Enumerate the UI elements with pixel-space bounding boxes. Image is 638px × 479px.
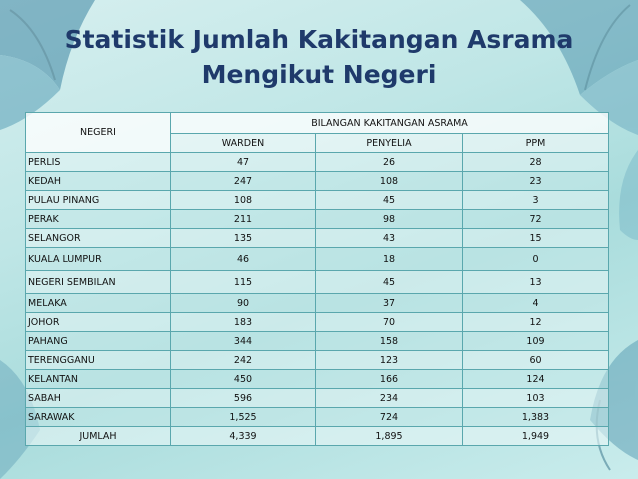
column-header-penyelia: PENYELIA [316, 134, 463, 153]
table-row [26, 191, 609, 210]
table-row [26, 294, 609, 313]
penyelia-value: 234 [316, 389, 463, 408]
total-warden: 4,339 [171, 427, 316, 446]
total-row [26, 427, 609, 446]
ppm-value: 3 [463, 191, 609, 210]
penyelia-value: 158 [316, 332, 463, 351]
state-name: SARAWAK [26, 408, 171, 427]
penyelia-value: 98 [316, 210, 463, 229]
table-row [26, 210, 609, 229]
warden-value: 247 [171, 172, 316, 191]
ppm-value: 72 [463, 210, 609, 229]
total-ppm: 1,949 [463, 427, 609, 446]
table-row [26, 313, 609, 332]
table-row [26, 229, 609, 248]
table-row [26, 389, 609, 408]
penyelia-value: 166 [316, 370, 463, 389]
warden-value: 115 [171, 271, 316, 294]
table-row [26, 408, 609, 427]
penyelia-value: 70 [316, 313, 463, 332]
state-name: KELANTAN [26, 370, 171, 389]
warden-value: 46 [171, 248, 316, 271]
penyelia-value: 45 [316, 191, 463, 210]
state-name: PAHANG [26, 332, 171, 351]
warden-value: 135 [171, 229, 316, 248]
warden-value: 596 [171, 389, 316, 408]
penyelia-value: 108 [316, 172, 463, 191]
penyelia-value: 18 [316, 248, 463, 271]
ppm-value: 4 [463, 294, 609, 313]
table-row [26, 332, 609, 351]
ppm-value: 13 [463, 271, 609, 294]
state-name: PERAK [26, 210, 171, 229]
state-name: SELANGOR [26, 229, 171, 248]
state-name: MELAKA [26, 294, 171, 313]
ppm-value: 12 [463, 313, 609, 332]
state-name: NEGERI SEMBILAN [26, 271, 171, 294]
state-name: KEDAH [26, 172, 171, 191]
column-header-ppm: PPM [463, 134, 609, 153]
table-row [26, 172, 609, 191]
total-label: JUMLAH [26, 427, 171, 446]
table-row [26, 370, 609, 389]
ppm-value: 124 [463, 370, 609, 389]
ppm-value: 0 [463, 248, 609, 271]
table-row [26, 351, 609, 370]
table-row [26, 153, 609, 172]
slide-title [0, 22, 638, 92]
state-name: JOHOR [26, 313, 171, 332]
warden-value: 183 [171, 313, 316, 332]
state-name: PERLIS [26, 153, 171, 172]
penyelia-value: 43 [316, 229, 463, 248]
state-name: PULAU PINANG [26, 191, 171, 210]
penyelia-value: 724 [316, 408, 463, 427]
penyelia-value: 26 [316, 153, 463, 172]
penyelia-value: 45 [316, 271, 463, 294]
warden-value: 90 [171, 294, 316, 313]
table-row [26, 248, 609, 271]
ppm-value: 28 [463, 153, 609, 172]
ppm-value: 60 [463, 351, 609, 370]
warden-value: 47 [171, 153, 316, 172]
ppm-value: 15 [463, 229, 609, 248]
title-line-2: Mengikut Negeri [201, 60, 437, 89]
staff-statistics-table [25, 112, 609, 446]
ppm-value: 1,383 [463, 408, 609, 427]
warden-value: 1,525 [171, 408, 316, 427]
column-header-warden: WARDEN [171, 134, 316, 153]
penyelia-value: 37 [316, 294, 463, 313]
ppm-value: 23 [463, 172, 609, 191]
warden-value: 108 [171, 191, 316, 210]
title-line-1: Statistik Jumlah Kakitangan Asrama [64, 25, 574, 54]
warden-value: 211 [171, 210, 316, 229]
state-name: TERENGGANU [26, 351, 171, 370]
table-row [26, 271, 609, 294]
state-name: KUALA LUMPUR [26, 248, 171, 271]
warden-value: 344 [171, 332, 316, 351]
total-penyelia: 1,895 [316, 427, 463, 446]
ppm-value: 103 [463, 389, 609, 408]
state-header: NEGERI [26, 113, 171, 153]
state-name: SABAH [26, 389, 171, 408]
butterfly-mid-right-icon [619, 150, 638, 240]
ppm-value: 109 [463, 332, 609, 351]
warden-value: 242 [171, 351, 316, 370]
warden-value: 450 [171, 370, 316, 389]
group-header: BILANGAN KAKITANGAN ASRAMA [171, 113, 609, 134]
penyelia-value: 123 [316, 351, 463, 370]
